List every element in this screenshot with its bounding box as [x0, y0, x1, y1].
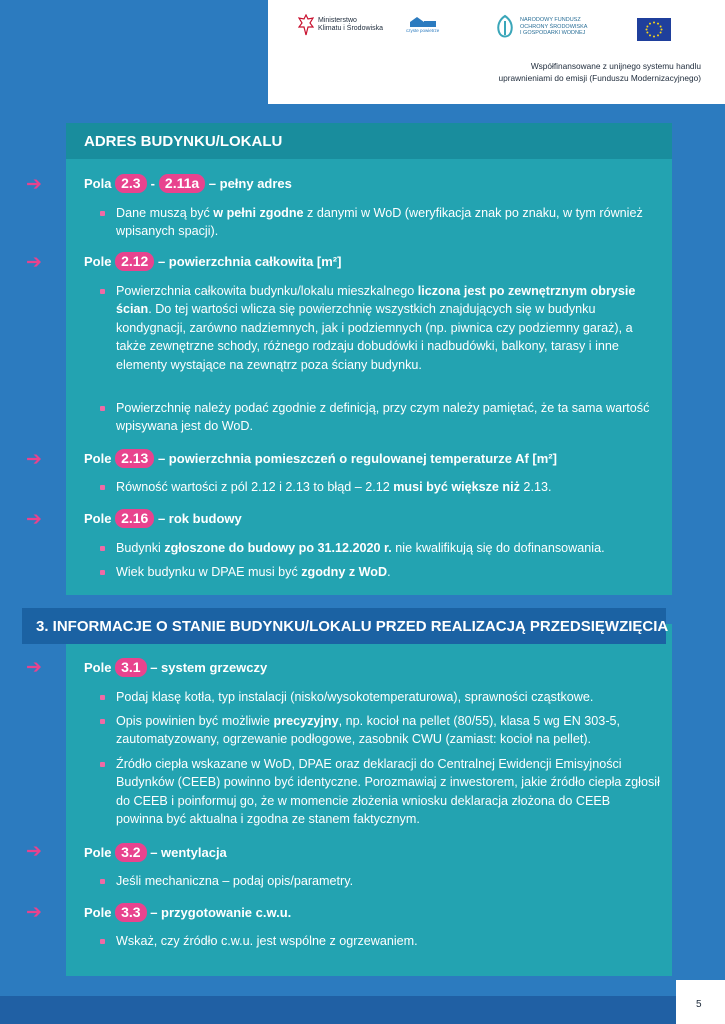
field-description: – system grzewczy	[150, 660, 268, 675]
field-prefix: Pole	[84, 845, 112, 860]
arrow-icon: ➔	[26, 252, 42, 273]
list-item: Wiek budynku w DPAE musi być zgodny z WoD.	[100, 563, 660, 581]
field-description: – pełny adres	[208, 176, 292, 191]
bullet-icon	[100, 695, 105, 700]
eagle-icon	[298, 14, 314, 36]
address-panel-header	[66, 123, 672, 159]
ministry-name: Ministerstwo Klimatu i Środowiska	[318, 17, 383, 32]
nfos-logo	[494, 14, 587, 40]
arrow-icon: ➔	[26, 902, 42, 923]
nfos-emblem-icon	[494, 14, 516, 40]
field-description: – rok budowy	[157, 511, 242, 526]
clean-air-name: czyste powietrze	[406, 28, 440, 33]
list-item: Powierzchnia całkowita budynku/lokalu mieszkalnego liczona jest po zewnętrznym obrysie ścian. Do tej wartości wlicza się powierzchnię wszystkich znajdujących się w budynku kondygnacji, zarówno nadziemnych, jak i podziemnych (np. piwnica czy podziemny garaż), a także zewnętrzne schody, różnego rodzaju dobudówki i nadbudówki, balkony, tarasy i inne elementy wystające na zewnątrz poza ściany budynku.	[100, 282, 660, 374]
list-item: Budynki zgłoszone do budowy po 31.12.2020 r. nie kwalifikują się do dofinansowania.	[100, 539, 660, 557]
list-item: Źródło ciepła wskazane w WoD, DPAE oraz deklaracji do Centralnej Ewidencji Emisyjności Budynków (CEEB) powinno być identyczne. Porozmawiaj z inwestorem, jakie źródło ciepła zgłosił do CEEB i poinformuj go, że w momencie złożenia wniosku deklaracja złożona do CEEB powinna być aktualna i zgodna ze stanem faktycznym.	[100, 755, 660, 829]
bullet-icon	[100, 485, 105, 490]
field-badge: 3.2	[115, 843, 146, 862]
field-2-3-2-11a	[84, 174, 292, 193]
bullet-icon	[100, 406, 105, 411]
field-description: – powierzchnia całkowita [m²]	[157, 254, 342, 269]
list-item: Wskaż, czy źródło c.w.u. jest wspólne z ogrzewaniem.	[100, 932, 660, 950]
bullet-icon	[100, 762, 105, 767]
field-3-3	[84, 903, 291, 922]
house-icon	[408, 16, 438, 28]
bullet-icon	[100, 719, 105, 724]
bullet-icon	[100, 211, 105, 216]
field-badge: 2.11a	[159, 174, 205, 193]
bullet-icon	[100, 546, 105, 551]
list-item: Opis powinien być możliwie precyzyjny, np. kocioł na pellet (80/55), klasa 5 wg EN 303-5, zautomatyzowany, ogrzewanie podłogowe, zasobnik CWU (zamiast: kocioł na pellet).	[100, 712, 660, 749]
field-prefix: Pole	[84, 254, 112, 269]
bullet-icon	[100, 939, 105, 944]
list-item: Podaj klasę kotła, typ instalacji (nisko/wysokotemperaturowa), sprawności cząstkowe.	[100, 688, 660, 706]
list-item: Jeśli mechaniczna – podaj opis/parametry.	[100, 872, 660, 890]
field-description: – powierzchnia pomieszczeń o regulowanej temperaturze Af [m²]	[157, 451, 557, 466]
section-band	[22, 608, 669, 644]
field-2-16	[84, 509, 242, 528]
bullet-icon	[100, 289, 105, 294]
page-header	[268, 0, 725, 104]
field-badge: 2.3	[115, 174, 146, 193]
field-badge: 3.1	[115, 658, 146, 677]
field-description: – przygotowanie c.w.u.	[150, 905, 292, 920]
list-item: Powierzchnię należy podać zgodnie z definicją, przy czym należy pamiętać, że ta sama wartość wpisywana jest do WoD.	[100, 399, 660, 436]
arrow-icon: ➔	[26, 657, 42, 678]
partner-logos	[268, 14, 725, 48]
field-badge: 2.12	[115, 252, 154, 271]
section-title-condition: 3. INFORMACJE O STANIE BUDYNKU/LOKALU PRZED REALIZACJĄ PRZEDSIĘWZIĘCIA	[36, 618, 669, 635]
list-item: Dane muszą być w pełni zgodne z danymi w WoD (weryfikacja znak po znaku, w tym również wpisanych spacji).	[100, 204, 660, 241]
field-2-12	[84, 252, 341, 271]
ministry-logo	[298, 14, 383, 36]
page-number: 5	[696, 999, 702, 1010]
section-title-address: ADRES BUDYNKU/LOKALU	[84, 133, 283, 150]
cofinancing-note	[499, 60, 701, 84]
range-dash: -	[150, 176, 155, 191]
field-badge: 3.3	[115, 903, 146, 922]
field-badge: 2.13	[115, 449, 154, 468]
footer-band	[0, 996, 676, 1024]
field-prefix: Pole	[84, 660, 112, 675]
field-2-13	[84, 449, 557, 468]
list-item: Równość wartości z pól 2.12 i 2.13 to błąd – 2.12 musi być większe niż 2.13.	[100, 478, 660, 496]
field-3-1	[84, 658, 267, 677]
cofinancing-line-2: uprawnieniami do emisji (Funduszu Modernizacyjnego)	[498, 73, 701, 83]
field-prefix: Pola	[84, 176, 112, 191]
eu-stars-icon	[637, 18, 671, 41]
bullet-icon	[100, 570, 105, 575]
clean-air-logo	[406, 16, 439, 33]
nfos-name: NARODOWY FUNDUSZ OCHRONY ŚRODOWISKA I GOSPODARKI WODNEJ	[520, 17, 588, 37]
field-prefix: Pole	[84, 905, 112, 920]
arrow-icon: ➔	[26, 509, 42, 530]
field-prefix: Pole	[84, 451, 112, 466]
arrow-icon: ➔	[26, 174, 42, 195]
bullet-icon	[100, 879, 105, 884]
field-badge: 2.16	[115, 509, 154, 528]
arrow-icon: ➔	[26, 449, 42, 470]
arrow-icon: ➔	[26, 841, 42, 862]
eu-flag	[637, 18, 671, 41]
field-prefix: Pole	[84, 511, 112, 526]
field-3-2	[84, 843, 227, 862]
cofinancing-line-1: Współfinansowane z unijnego systemu handlu	[530, 61, 701, 71]
field-description: – wentylacja	[150, 845, 227, 860]
